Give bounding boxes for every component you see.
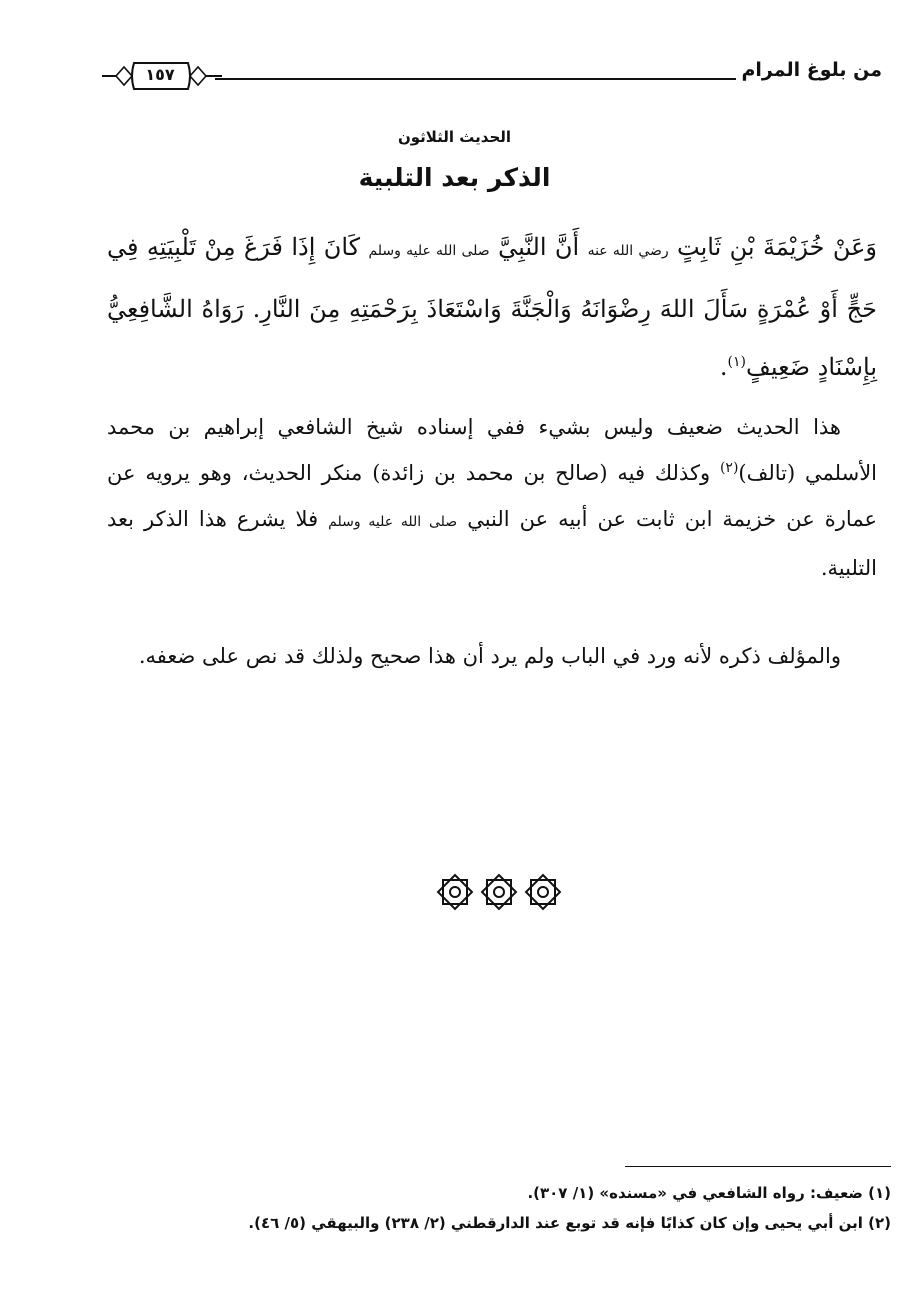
footnote-2: (٢) ابن أبي يحيى وإن كان كذابًا فإنه قد توبع عند الدارقطني (٢/ ٢٣٨) والبيهقي (٥/ ٤٦). <box>248 1214 891 1232</box>
chapter-title: الذكر بعد التلبية <box>358 163 551 192</box>
footnote-1: (١) ضعيف: رواه الشافعي في «مسنده» (١/ ٣٠٧). <box>527 1184 891 1202</box>
commentary-paragraph-2 <box>107 633 877 679</box>
hadith-text-part: كَانَ إِذَا فَرَغَ مِنْ تَلْبِيَتِهِ فِي حَجٍّ أَوْ عُمْرَةٍ سَأَلَ اللهَ رِضْوَانَهُ وَالْجَنَّةَ وَاسْتَعَاذَ بِرَحْمَتِهِ مِنَ النَّارِ. رَوَاهُ الشَّافِعِيُّ بِإِسْنَادٍ ضَعِيفٍ <box>107 233 877 381</box>
commentary-paragraph-1 <box>107 404 877 591</box>
salla-honorific: صلى الله عليه وسلم <box>328 514 458 530</box>
running-header <box>100 56 882 96</box>
hadith-text-part: أَنَّ النَّبِيَّ <box>489 233 588 261</box>
commentary-text-part: هذا الحديث ضعيف وليس بشيء ففي إسناده شيخ الشافعي إبراهيم بن محمد الأسلمي (تالف) <box>107 415 878 485</box>
hadith-text-part: وَعَنْ خُزَيْمَةَ بْنِ ثَابِتٍ <box>668 233 878 261</box>
commentary-text: والمؤلف ذكره لأنه ورد في الباب ولم يرد أن هذا صحيح ولذلك قد نص على ضعفه. <box>138 644 841 668</box>
footnotes <box>31 1178 891 1238</box>
commentary-text-part: وكذلك فيه (صالح بن محمد بن زائدة) منكر الحديث، وهو يرويه عن عمارة عن خزيمة ابن ثابت عن أبيه عن النبي <box>107 461 877 531</box>
header-rule <box>215 78 736 80</box>
commentary-text-part: فلا يشرع هذا الذكر بعد التلبية. <box>107 507 877 580</box>
footnote-ref-1: (١) <box>727 354 746 370</box>
page-number: ١٥٧ <box>145 65 175 84</box>
footnote-separator <box>625 1166 891 1167</box>
salla-honorific: صلى الله عليه وسلم <box>368 243 490 259</box>
star-ornament-icon <box>434 872 564 912</box>
footnote-ref-2: (٢) <box>719 460 739 476</box>
book-title: من بلوغ المرام <box>741 59 882 81</box>
radiya-honorific: رضي الله عنه <box>587 243 669 259</box>
hadith-text <box>107 218 877 396</box>
hadith-number: الحديث الثلاثون <box>397 128 512 146</box>
hadith-end: . <box>719 353 728 381</box>
